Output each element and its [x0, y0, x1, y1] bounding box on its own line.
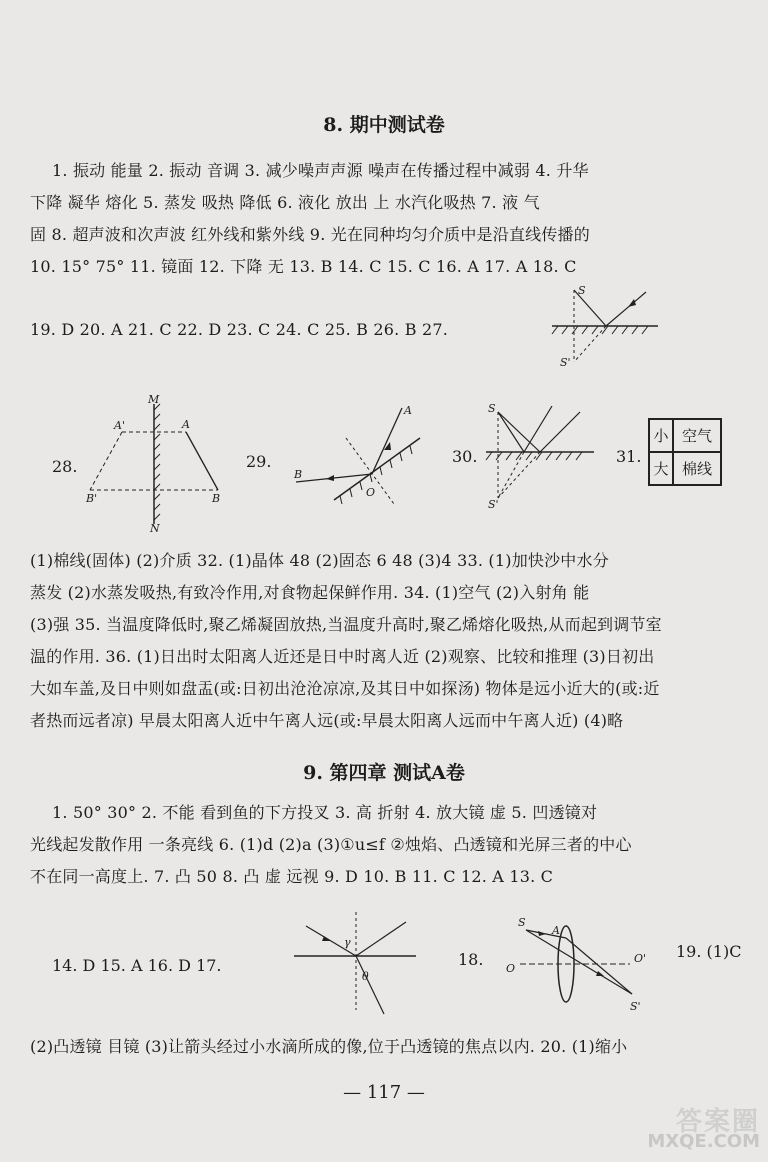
f18-label-s-prime: S'	[630, 1000, 641, 1013]
f17-label-theta: θ	[362, 970, 369, 983]
label-31: 31.	[616, 447, 642, 466]
section9-line-1: 1. 50° 30° 2. 不能 看到鱼的下方投叉 3. 高 折射 4. 放大镜 虚 5. 凹透镜对	[52, 803, 598, 822]
f17-label-gamma: γ	[344, 936, 351, 949]
f18-label-a: A	[552, 924, 560, 937]
section8-after-3: (3)强 35. 当温度降低时,聚乙烯凝固放热,当温度升高时,聚乙烯熔化吸热,从而起到调节室	[30, 615, 662, 634]
f29-label-b: B	[294, 468, 303, 481]
label-19: 19. (1)C	[676, 942, 742, 961]
label-30: 30.	[452, 447, 478, 466]
label-row-14: 14. D 15. A 16. D 17.	[52, 956, 222, 975]
watermark-top: 答案圈	[675, 1107, 760, 1137]
section8-after-5: 大如车盖,及日中则如盘盂(或:日初出沧沧凉凉,及其日中如探汤) 物体是远小近大的(或:近	[30, 679, 660, 698]
section8-line-1: 1. 振动 能量 2. 振动 音调 3. 减少噪声声源 噪声在传播过程中减弱 4. 升华	[52, 161, 589, 180]
f28-label-a: A	[182, 418, 190, 431]
table-31-cell: 棉线	[673, 452, 721, 485]
f27-label-s-prime: S'	[560, 356, 571, 369]
f18-label-o: O	[506, 962, 516, 975]
figure-28-plane-mirror	[86, 393, 236, 535]
table-31-cell: 大	[649, 452, 673, 485]
section9-title: 9. 第四章 测试A卷	[303, 762, 465, 784]
section8-line-2: 下降 凝华 熔化 5. 蒸发 吸热 降低 6. 液化 放出 上 水汽化吸热 7. 液 气	[30, 193, 540, 212]
table-31	[648, 418, 722, 486]
section9-line-2: 光线起发散作用 一条亮线 6. (1)d (2)a (3)①u≤f ②烛焰、凸透镜和光屏三者的中心	[30, 835, 632, 854]
watermark-bottom: MXQE.COM	[647, 1131, 760, 1152]
label-18: 18.	[458, 950, 484, 969]
f29-label-o: O	[366, 486, 376, 499]
f18-label-s: S	[518, 916, 526, 929]
figure-29-reflection	[286, 400, 426, 510]
section8-line-5: 19. D 20. A 21. C 22. D 23. C 24. C 25. B 26. B 27.	[30, 320, 449, 339]
label-29: 29.	[246, 452, 272, 471]
f28-label-b-prime: B'	[86, 492, 98, 505]
section8-line-4: 10. 15° 75° 11. 镜面 12. 下降 无 13. B 14. C 15. C 16. A 17. A 18. C	[30, 257, 577, 276]
f29-label-a: A	[404, 404, 412, 417]
f28-label-m: M	[148, 393, 160, 406]
page-number: — 117 —	[343, 1082, 425, 1103]
section9-line-3: 不在同一高度上. 7. 凸 50 8. 凸 虚 远视 9. D 10. B 11. C 12. A 13. C	[30, 867, 554, 886]
f30-label-s-prime: S'	[488, 498, 499, 511]
table-31-cell: 小	[649, 419, 673, 452]
f27-label-s: S	[578, 284, 586, 297]
f28-label-n: N	[150, 522, 160, 535]
watermark-logo	[647, 1107, 760, 1152]
figure-27-mirror-diagram	[550, 282, 660, 372]
figure-18-convex-lens	[500, 910, 650, 1022]
section8-after-4: 温的作用. 36. (1)日出时太阳离人近还是日中时离人近 (2)观察、比较和推理 (3)日初出	[30, 647, 655, 666]
section8-after-2: 蒸发 (2)水蒸发吸热,有致冷作用,对食物起保鲜作用. 34. (1)空气 (2)入射角 能	[30, 583, 590, 602]
f18-label-o-prime: O'	[634, 952, 647, 965]
section8-title: 8. 期中测试卷	[323, 114, 445, 136]
section8-line-3: 固 8. 超声波和次声波 红外线和紫外线 9. 光在同种均匀介质中是沿直线传播的	[30, 225, 590, 244]
section8-after-6: 者热而远者凉) 早晨太阳离人近中午离人远(或:早晨太阳离人远而中午离人近) (4)略	[30, 711, 624, 730]
figure-30-mirror-image	[484, 400, 596, 510]
f28-label-a-prime: A'	[114, 419, 125, 432]
figure-17-refraction	[290, 910, 420, 1020]
f30-label-s: S	[488, 402, 496, 415]
table-31-cell: 空气	[673, 419, 721, 452]
f28-label-b: B	[212, 492, 221, 505]
section9-last-line: (2)凸透镜 目镜 (3)让箭头经过小水滴所成的像,位于凸透镜的焦点以内. 20. (1)缩小	[30, 1037, 628, 1056]
section8-after-1: (1)棉线(固体) (2)介质 32. (1)晶体 48 (2)固态 6 48 (3)4 33. (1)加快沙中水分	[30, 551, 609, 570]
label-28: 28.	[52, 457, 78, 476]
